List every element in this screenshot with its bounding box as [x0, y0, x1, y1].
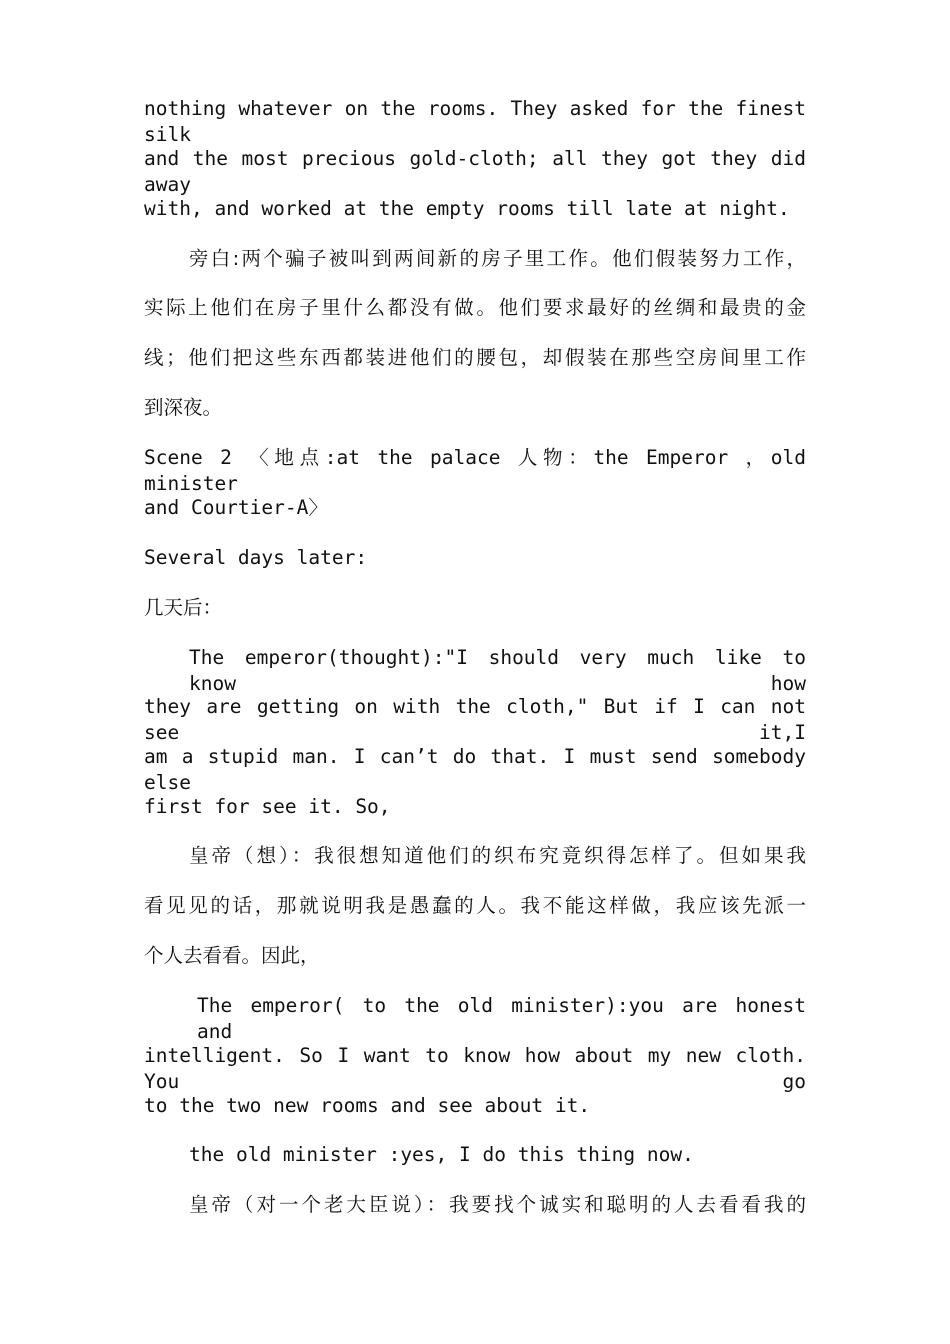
text-line: to the two new rooms and see about it.: [144, 1094, 591, 1117]
text-line: 个人去看看。因此，: [144, 944, 320, 967]
text-line: 旁白:两个骗子被叫到两间新的房子里工作。他们假装努力工作，: [189, 247, 806, 270]
text-line: The emperor(thought):"I should very much like to know how: [189, 646, 806, 695]
text-line: they are getting on with the cloth," But if I can not see it,I: [144, 695, 806, 744]
text-line: intelligent. So I want to know how about my new cloth. You go: [144, 1044, 806, 1093]
text-line: the old minister :yes, I do this thing now.: [189, 1143, 694, 1166]
text-line: first for see it. So,: [144, 795, 391, 818]
text-line: with, and worked at the empty rooms till late at night.: [144, 197, 790, 220]
text-line: Several days later:: [144, 546, 368, 569]
text-line: The emperor( to the old minister):you are honest and: [197, 994, 806, 1043]
text-line: 线；他们把这些东西都装进他们的腰包，却假装在那些空房间里工作: [144, 346, 806, 369]
text-line: 实际上他们在房子里什么都没有做。他们要求最好的丝绸和最贵的金: [144, 296, 806, 319]
text-line: and Courtier-A〉: [144, 496, 328, 519]
text-line: 皇帝（想）：我很想知道他们的织布究竟织得怎样了。但如果我: [189, 844, 806, 867]
text-line: nothing whatever on the rooms. They asked for the finest silk: [144, 97, 806, 146]
text-line: and the most precious gold-cloth; all they got they did away: [144, 147, 806, 196]
text-line: 到深夜。: [144, 396, 223, 419]
scene-heading: Scene 2 〈地点:at the palace 人物：the Emperor ，old minister: [144, 446, 806, 495]
text-line: am a stupid man. I can’t do that. I must send somebody else: [144, 745, 806, 794]
text-line: 几天后：: [144, 596, 223, 619]
text-line: 看见见的话，那就说明我是愚蠢的人。我不能这样做，我应该先派一: [144, 894, 806, 917]
text-line: 皇帝（对一个老大臣说）：我要找个诚实和聪明的人去看看我的: [189, 1193, 806, 1216]
